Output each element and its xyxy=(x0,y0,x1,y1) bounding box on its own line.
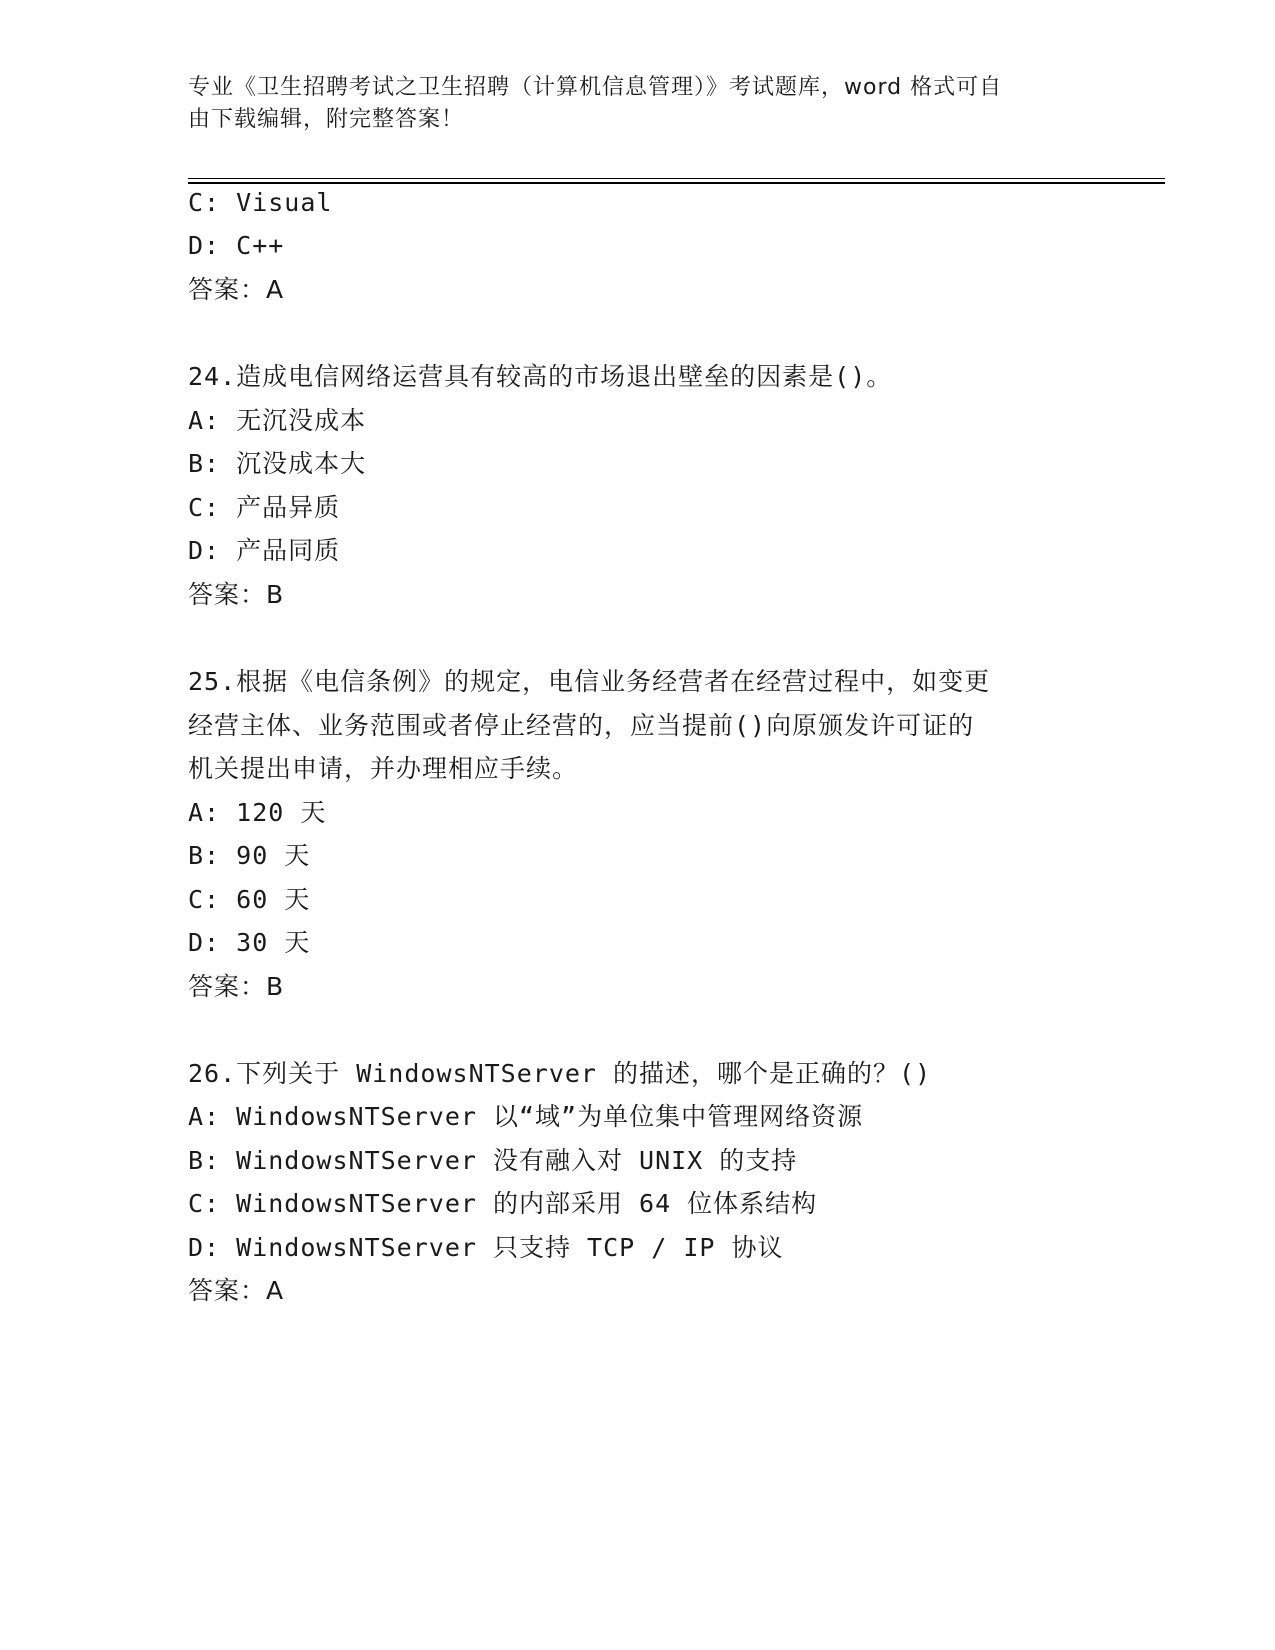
q24-option-b: B: 沉没成本大 xyxy=(188,449,367,478)
q26-answer: 答案：A xyxy=(188,1276,285,1305)
header-divider-thick xyxy=(188,182,1165,184)
q24-answer: 答案：B xyxy=(188,580,285,609)
q23-option-c: C: Visual xyxy=(188,188,333,217)
q24-option-d: D: 产品同质 xyxy=(188,536,341,565)
q25-answer: 答案：B xyxy=(188,972,285,1001)
q25-option-d: D: 30 天 xyxy=(188,928,311,957)
q23-option-d: D: C++ xyxy=(188,231,285,260)
header-line-2: 由下载编辑，附完整答案！ xyxy=(188,107,465,132)
q24-option-a: A: 无沉没成本 xyxy=(188,406,367,435)
q26-option-d: D: WindowsNTServer 只支持 TCP / IP 协议 xyxy=(188,1233,784,1262)
q26-option-a: A: WindowsNTServer 以“域”为单位集中管理网络资源 xyxy=(188,1102,864,1131)
q24-question: 24.造成电信网络运营具有较高的市场退出壁垒的因素是()。 xyxy=(188,362,893,391)
q26-option-c: C: WindowsNTServer 的内部采用 64 位体系结构 xyxy=(188,1189,818,1218)
q24-option-c: C: 产品异质 xyxy=(188,493,341,522)
document-header xyxy=(188,72,1088,136)
q26-option-b: B: WindowsNTServer 没有融入对 UNIX 的支持 xyxy=(188,1146,798,1175)
q23-answer: 答案：A xyxy=(188,275,285,304)
q25-option-a: A: 120 天 xyxy=(188,798,327,827)
header-line-1: 专业《卫生招聘考试之卫生招聘（计算机信息管理）》考试题库，word 格式可自 xyxy=(188,75,1003,100)
q25-option-b: B: 90 天 xyxy=(188,841,311,870)
q25-option-c: C: 60 天 xyxy=(188,885,311,914)
q25-question-line-1: 25.根据《电信条例》的规定，电信业务经营者在经营过程中，如变更 xyxy=(188,667,991,696)
q25-question-line-3: 机关提出申请，并办理相应手续。 xyxy=(188,754,579,783)
q26-question: 26.下列关于 WindowsNTServer 的描述，哪个是正确的？() xyxy=(188,1059,932,1088)
header-divider-thin xyxy=(188,178,1165,179)
q25-question-line-2: 经营主体、业务范围或者停止经营的，应当提前()向原颁发许可证的 xyxy=(188,711,975,740)
